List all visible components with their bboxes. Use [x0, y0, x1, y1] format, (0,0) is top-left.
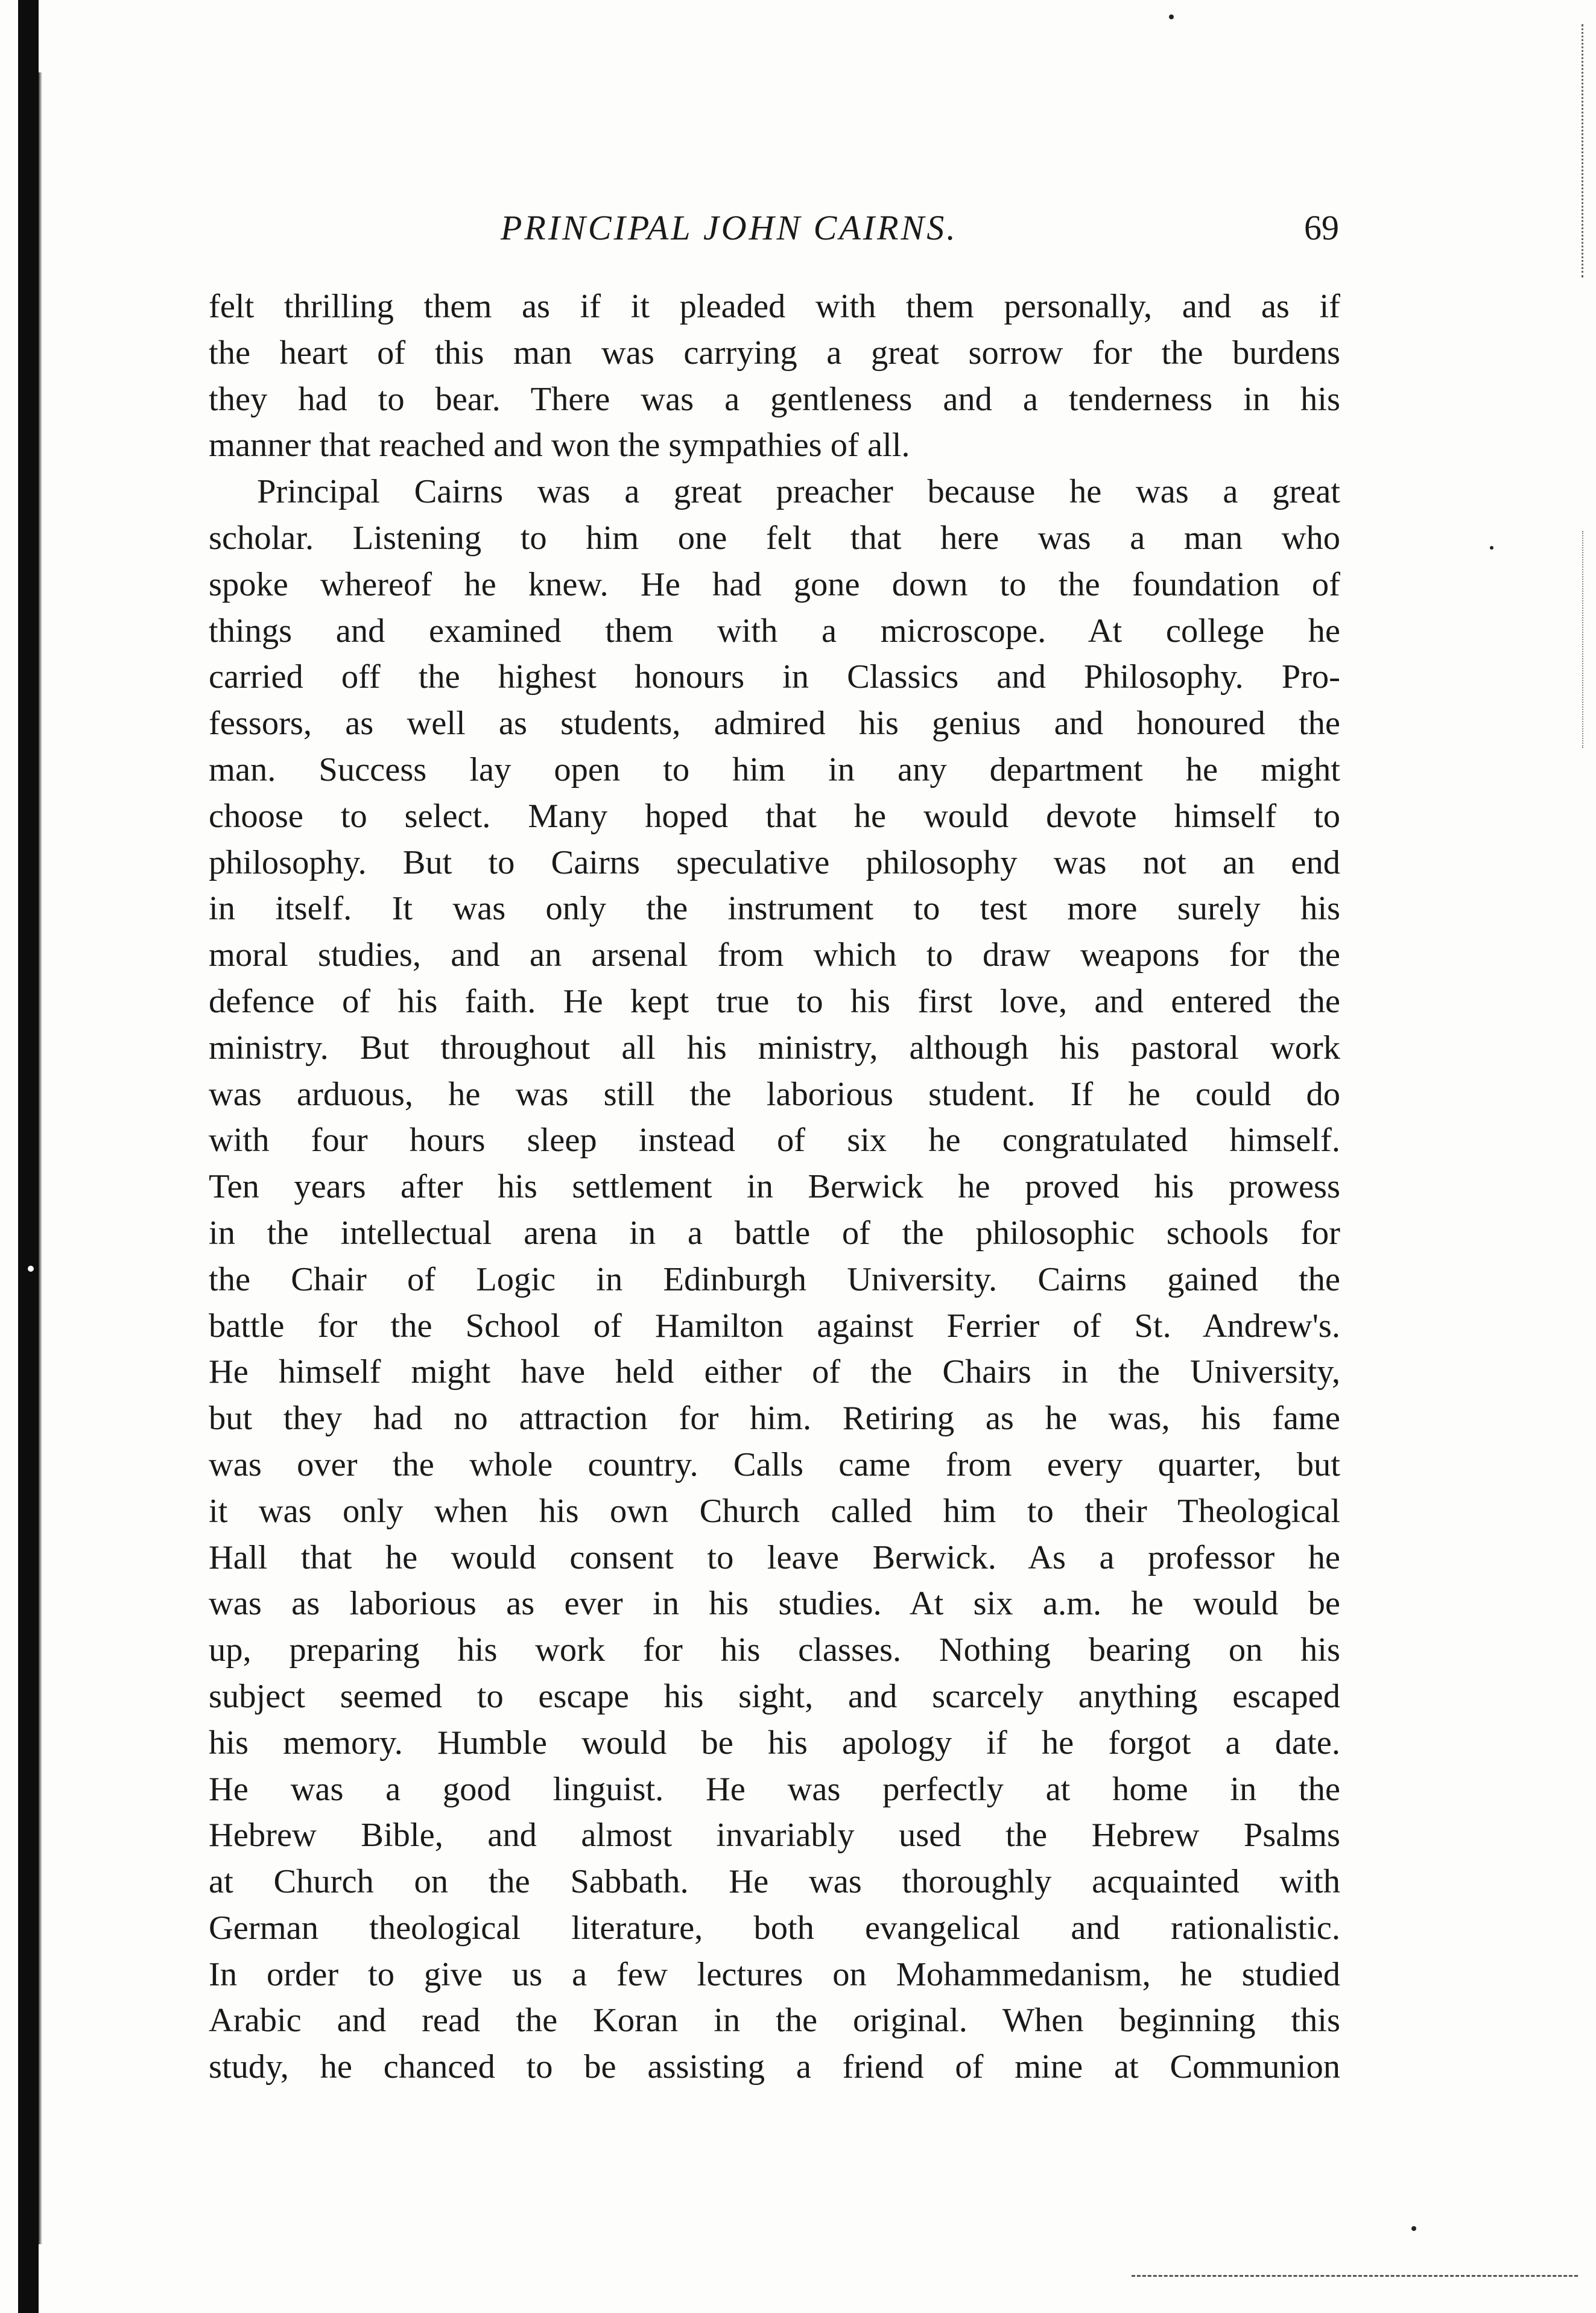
text-line: He himself might have held either of the Chairs in the University,	[209, 1353, 1340, 1391]
text-line: things and examined them with a microscope. At college he	[209, 612, 1340, 650]
page-header	[211, 204, 1339, 252]
text-line: Arabic and read the Koran in the original. When beginning this	[209, 2002, 1340, 2040]
text-line: the heart of this man was carrying a great sorrow for the burdens	[209, 334, 1340, 372]
text-line: battle for the School of Hamilton against Ferrier of St. Andrew's.	[209, 1307, 1340, 1345]
text-line: manner that reached and won the sympathies of all.	[209, 427, 910, 465]
text-line: in itself. It was only the instrument to test more surely his	[209, 890, 1340, 928]
text-line: ministry. But throughout all his ministry, although his pastoral work	[209, 1029, 1340, 1067]
page-edge-dots-lower	[1582, 531, 1585, 748]
text-line: study, he chanced to be assisting a friend of mine at Communion	[209, 2048, 1340, 2086]
binding-gradient	[39, 72, 42, 2244]
text-line: it was only when his own Church called him to their Theological	[209, 1492, 1340, 1530]
text-line: but they had no attraction for him. Retiring as he was, his fame	[209, 1400, 1340, 1438]
scan-speck	[1169, 14, 1174, 19]
text-line: was arduous, he was still the laborious student. If he could do	[209, 1075, 1340, 1113]
text-line: German theological literature, both evangelical and rationalistic.	[209, 1909, 1340, 1947]
page-number: 69	[1304, 208, 1339, 247]
text-line: fessors, as well as students, admired his genius and honoured the	[209, 705, 1340, 743]
scan-speck	[1490, 546, 1493, 550]
text-line: man. Success lay open to him in any department he might	[209, 750, 1340, 788]
text-line: defence of his faith. He kept true to his first love, and entered the	[209, 982, 1340, 1020]
text-line: carried off the highest honours in Classics and Philosophy. Pro-	[209, 658, 1340, 696]
text-line: moral studies, and an arsenal from which to draw weapons for the	[209, 936, 1340, 974]
text-line: his memory. Humble would be his apology if he forgot a date.	[209, 1724, 1340, 1762]
text-line: with four hours sleep instead of six he congratulated himself.	[209, 1122, 1340, 1160]
text-line: they had to bear. There was a gentleness and a tenderness in his	[209, 380, 1340, 418]
text-line: Hebrew Bible, and almost invariably used the Hebrew Psalms	[209, 1816, 1340, 1855]
text-line: scholar. Listening to him one felt that here was a man who	[209, 519, 1340, 557]
page-bottom-edge	[1132, 2275, 1578, 2277]
text-line: the Chair of Logic in Edinburgh University. Cairns gained the	[209, 1260, 1340, 1298]
scan-speck	[1411, 2226, 1416, 2231]
text-line: was over the whole country. Calls came from every quarter, but	[209, 1445, 1340, 1483]
page-binding-shadow	[18, 0, 39, 2313]
text-line: philosophy. But to Cairns speculative philosophy was not an end	[209, 843, 1340, 881]
text-line: Hall that he would consent to leave Berwick. As a professor he	[209, 1538, 1340, 1576]
text-line: subject seemed to escape his sight, and scarcely anything escaped	[209, 1677, 1340, 1715]
body-text	[209, 284, 1340, 2090]
scan-speck	[28, 1266, 34, 1272]
text-line: was as laborious as ever in his studies. At six a.m. he would be	[209, 1585, 1340, 1623]
running-head: PRINCIPAL JOHN CAIRNS.	[501, 208, 958, 247]
text-line: felt thrilling them as if it pleaded with them personally, and as if	[209, 288, 1340, 325]
text-line: choose to select. Many hoped that he would devote himself to	[209, 797, 1340, 835]
text-line: In order to give us a few lectures on Mohammedanism, he studied	[209, 1955, 1340, 1993]
text-line: up, preparing his work for his classes. Nothing bearing on his	[209, 1631, 1340, 1669]
text-line: spoke whereof he knew. He had gone down to the foundation of	[209, 565, 1340, 603]
text-line: at Church on the Sabbath. He was thoroughly acquainted with	[209, 1863, 1340, 1901]
text-line: in the intellectual arena in a battle of the philosophic schools for	[209, 1214, 1340, 1252]
page-edge-dots	[1582, 24, 1585, 278]
text-line: Ten years after his settlement in Berwick he proved his prowess	[209, 1168, 1340, 1206]
paragraph-first-line: Principal Cairns was a great preacher because he was a great	[257, 473, 1340, 511]
text-line: He was a good linguist. He was perfectly at home in the	[209, 1770, 1340, 1808]
